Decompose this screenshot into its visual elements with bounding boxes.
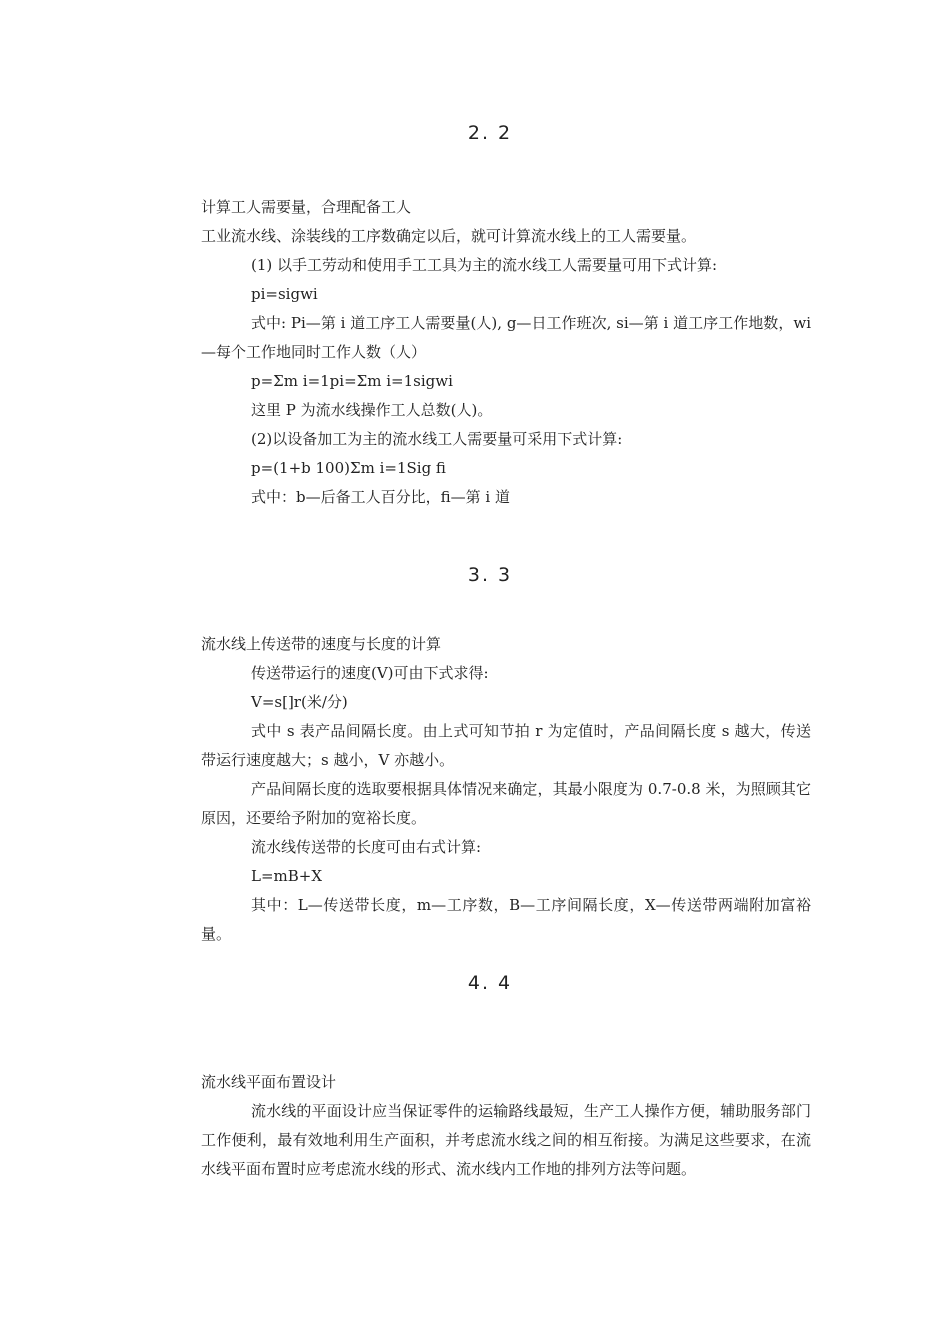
paragraph: 传送带运行的速度(V)可由下式求得: (251, 664, 489, 682)
paragraph: 其中：L—传送带长度，m—工序数，B—工序间隔长度，X—传送带两端附加富裕量。 (201, 896, 811, 943)
paragraph: 流水线的平面设计应当保证零件的运输路线最短，生产工人操作方便，辅助服务部门工作便利，最有效地利用生产面积，并考虑流水线之间的相互衔接。为满足这些要求，在流水线平面布置时应考虑流水线的形式、流水线内工作地的排列方法等问题。 (201, 1102, 811, 1178)
formula: p=Σm i=1pi=Σm i=1sigwi (251, 372, 453, 390)
paragraph: 流水线传送带的长度可由右式计算: (251, 838, 482, 856)
formula: p=(1+b 100)Σm i=1Sig fi (251, 459, 446, 477)
section-title: 计算工人需要量，合理配备工人 (201, 198, 412, 216)
section-3-3-body (201, 630, 811, 949)
formula: pi=sigwi (251, 285, 318, 303)
section-2-2-body (201, 193, 811, 512)
section-title: 流水线平面布置设计 (201, 1073, 337, 1091)
section-title: 流水线上传送带的速度与长度的计算 (201, 635, 442, 653)
section-heading-3-3: 3. 3 (467, 564, 513, 586)
formula: V=s[]r(米/分) (251, 693, 348, 711)
section-4-4-body (201, 1068, 811, 1184)
paragraph (133, 222, 811, 251)
formula-explanation: 式中：b—后备工人百分比，fi—第 i 道 (251, 488, 510, 506)
formula: L=mB+X (251, 867, 323, 885)
note: 这里 P 为流水线操作工人总数(人)。 (251, 401, 493, 419)
list-item-2: (2)以设备加工为主的流水线工人需要量可采用下式计算: (251, 430, 623, 448)
paragraph: 产品间隔长度的选取要根据具体情况来确定，其最小限度为 0.7-0.8 米，为照顾其它原因，还要给予附加的宽裕长度。 (201, 780, 811, 827)
paragraph-text: 工业流水线、涂装线的工序数确定以后，就可计算流水线上的工人需要量。 (201, 227, 697, 245)
section-heading-4-4: 4. 4 (467, 972, 513, 994)
paragraph: 式中 s 表产品间隔长度。由上式可知节拍 r 为定值时，产品间隔长度 s 越大，传送带运行速度越大；s 越小，V 亦越小。 (201, 722, 811, 769)
formula-explanation: 式中: Pi—第 i 道工序工人需要量(人), g—日工作班次, si—第 i 道工序工作地数，wi—每个工作地同时工作人数（人） (201, 314, 811, 361)
list-item-1: (1) 以手工劳动和使用手工工具为主的流水线工人需要量可用下式计算: (251, 256, 718, 274)
section-heading-2-2: 2. 2 (467, 122, 513, 144)
